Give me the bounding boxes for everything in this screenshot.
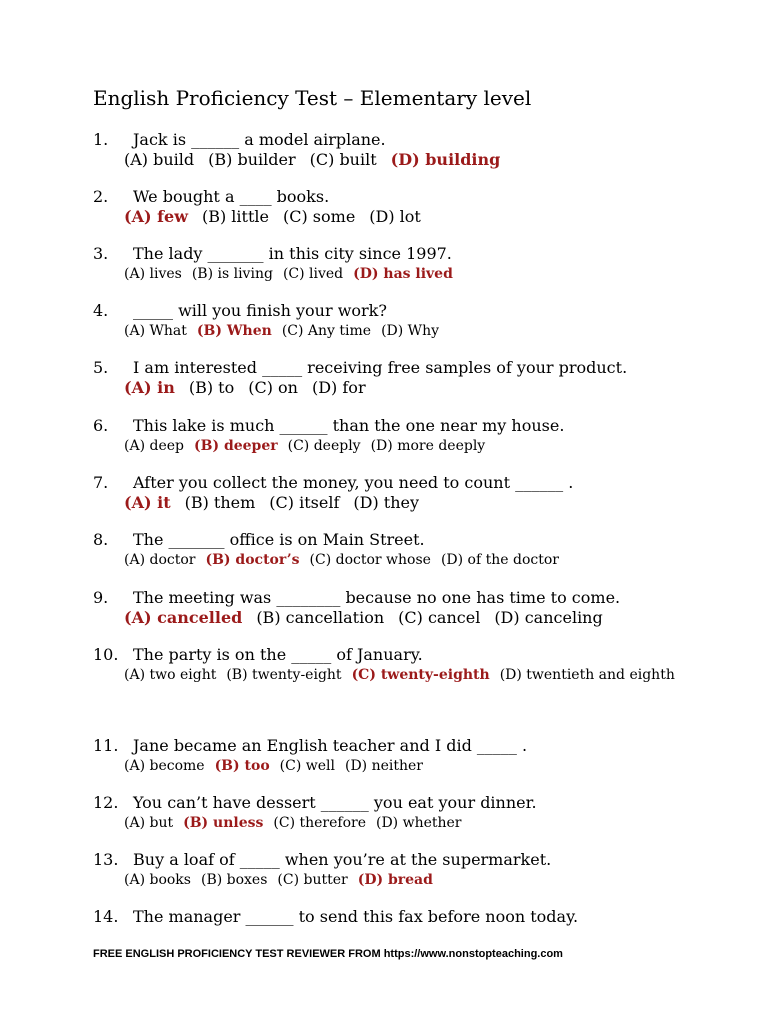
answer-option: (C) doctor whose bbox=[309, 552, 431, 568]
question-line bbox=[93, 358, 753, 378]
answer-option: (C) itself bbox=[269, 493, 340, 512]
answer-option-correct: (B) deeper bbox=[193, 438, 278, 454]
answer-option: (B) little bbox=[201, 207, 269, 226]
answer-option-correct: (A) cancelled bbox=[124, 608, 243, 627]
question-line bbox=[93, 473, 753, 493]
question-text: The meeting was ________ because no one has time to come. bbox=[133, 588, 621, 607]
answer-option: (C) therefore bbox=[273, 815, 366, 831]
question-line bbox=[93, 736, 753, 756]
answer-option: (B) twenty-eight bbox=[226, 667, 342, 683]
question-number: 1. bbox=[93, 130, 109, 149]
answer-option: (D) for bbox=[311, 378, 366, 397]
answer-option: (B) them bbox=[184, 493, 256, 512]
answer-option: (C) well bbox=[279, 758, 335, 774]
answer-options bbox=[124, 756, 753, 776]
question-number: 7. bbox=[93, 473, 109, 492]
question-line bbox=[93, 645, 753, 665]
answer-options bbox=[124, 608, 753, 628]
question-number: 2. bbox=[93, 187, 109, 206]
question-line bbox=[93, 244, 753, 264]
question-5 bbox=[93, 358, 753, 398]
answer-option: (A) What bbox=[124, 323, 187, 339]
answer-options bbox=[124, 436, 753, 456]
question-text: After you collect the money, you need to count ______ . bbox=[133, 473, 574, 492]
question-line bbox=[93, 301, 753, 321]
question-text: The _______ office is on Main Street. bbox=[133, 530, 425, 549]
answer-option-correct: (B) too bbox=[214, 758, 270, 774]
answer-option: (D) canceling bbox=[494, 608, 603, 627]
question-number: 4. bbox=[93, 301, 109, 320]
question-number: 10. bbox=[93, 645, 119, 664]
question-number: 9. bbox=[93, 588, 109, 607]
answer-options bbox=[124, 378, 753, 398]
question-text: The manager ______ to send this fax before noon today. bbox=[133, 907, 579, 926]
question-11 bbox=[93, 736, 753, 776]
answer-option: (C) cancel bbox=[398, 608, 481, 627]
answer-option-correct: (B) When bbox=[196, 323, 272, 339]
question-text: You can’t have dessert ______ you eat your dinner. bbox=[133, 793, 537, 812]
answer-option: (C) some bbox=[282, 207, 356, 226]
answer-option: (B) boxes bbox=[200, 872, 268, 888]
question-text: Buy a loaf of _____ when you’re at the supermarket. bbox=[133, 850, 552, 869]
answer-option: (D) neither bbox=[344, 758, 423, 774]
question-line bbox=[93, 850, 753, 870]
answer-option-correct: (A) few bbox=[124, 207, 188, 226]
question-12 bbox=[93, 793, 753, 833]
answer-option: (D) of the doctor bbox=[440, 552, 559, 568]
answer-option: (B) is living bbox=[191, 266, 273, 282]
answer-options bbox=[124, 550, 753, 570]
answer-option: (A) deep bbox=[124, 438, 184, 454]
answer-option: (A) become bbox=[124, 758, 205, 774]
answer-options bbox=[124, 207, 753, 227]
question-8 bbox=[93, 530, 753, 570]
answer-options bbox=[124, 870, 753, 890]
question-text: Jane became an English teacher and I did _____ . bbox=[133, 736, 528, 755]
answer-option: (B) to bbox=[188, 378, 235, 397]
answer-option: (A) build bbox=[124, 150, 195, 169]
question-number: 3. bbox=[93, 244, 109, 263]
answer-option: (D) whether bbox=[376, 815, 462, 831]
answer-option: (D) lot bbox=[369, 207, 421, 226]
question-line bbox=[93, 907, 753, 927]
answer-options bbox=[124, 150, 753, 170]
answer-option-correct: (D) has lived bbox=[353, 266, 453, 282]
question-text: _____ will you finish your work? bbox=[133, 301, 387, 320]
question-text: The lady _______ in this city since 1997. bbox=[133, 244, 452, 263]
question-line bbox=[93, 416, 753, 436]
question-14 bbox=[93, 907, 753, 927]
question-line bbox=[93, 130, 753, 150]
question-10 bbox=[93, 645, 753, 685]
question-text: The party is on the _____ of January. bbox=[133, 645, 423, 664]
question-number: 6. bbox=[93, 416, 109, 435]
answer-option: (C) deeply bbox=[287, 438, 361, 454]
answer-option: (C) built bbox=[309, 150, 377, 169]
question-number: 13. bbox=[93, 850, 119, 869]
question-9 bbox=[93, 588, 753, 628]
answer-option: (C) Any time bbox=[281, 323, 372, 339]
answer-options bbox=[124, 813, 753, 833]
answer-option: (C) lived bbox=[282, 266, 344, 282]
question-2 bbox=[93, 187, 753, 227]
answer-option-correct: (C) twenty-eighth bbox=[351, 667, 490, 683]
question-text: This lake is much ______ than the one near my house. bbox=[133, 416, 565, 435]
answer-option: (A) two eight bbox=[124, 667, 217, 683]
answer-option: (B) cancellation bbox=[256, 608, 385, 627]
question-text: I am interested _____ receiving free samples of your product. bbox=[133, 358, 628, 377]
answer-options bbox=[124, 321, 753, 341]
answer-option: (D) more deeply bbox=[370, 438, 486, 454]
footer-note: FREE ENGLISH PROFICIENCY TEST REVIEWER FROM https://www.nonstopteaching.com bbox=[93, 948, 563, 960]
answer-option-correct: (A) it bbox=[124, 493, 171, 512]
answer-option: (A) but bbox=[124, 815, 174, 831]
question-number: 14. bbox=[93, 907, 119, 926]
answer-option-correct: (B) unless bbox=[183, 815, 264, 831]
question-line bbox=[93, 588, 753, 608]
question-text: We bought a ____ books. bbox=[133, 187, 330, 206]
question-number: 11. bbox=[93, 736, 119, 755]
answer-option: (A) lives bbox=[124, 266, 182, 282]
answer-option-correct: (A) in bbox=[124, 378, 175, 397]
question-1 bbox=[93, 130, 753, 170]
answer-option-correct: (D) bread bbox=[357, 872, 433, 888]
question-13 bbox=[93, 850, 753, 890]
question-line bbox=[93, 187, 753, 207]
answer-option: (B) builder bbox=[208, 150, 296, 169]
question-3 bbox=[93, 244, 753, 284]
answer-option: (D) twentieth and eighth bbox=[499, 667, 675, 683]
question-line bbox=[93, 793, 753, 813]
question-text: Jack is ______ a model airplane. bbox=[133, 130, 386, 149]
question-number: 5. bbox=[93, 358, 109, 377]
answer-options bbox=[124, 493, 753, 513]
question-line bbox=[93, 530, 753, 550]
question-4 bbox=[93, 301, 753, 341]
page-title: English Proficiency Test – Elementary level bbox=[93, 86, 532, 110]
answer-options bbox=[124, 264, 753, 284]
question-6 bbox=[93, 416, 753, 456]
answer-options bbox=[124, 665, 753, 685]
answer-option: (C) on bbox=[248, 378, 298, 397]
answer-option: (A) doctor bbox=[124, 552, 196, 568]
question-number: 8. bbox=[93, 530, 109, 549]
answer-option: (D) Why bbox=[381, 323, 439, 339]
answer-option: (C) butter bbox=[277, 872, 348, 888]
answer-option: (A) books bbox=[124, 872, 191, 888]
question-7 bbox=[93, 473, 753, 513]
question-number: 12. bbox=[93, 793, 119, 812]
answer-option-correct: (B) doctor’s bbox=[205, 552, 300, 568]
answer-option-correct: (D) building bbox=[390, 150, 501, 169]
answer-option: (D) they bbox=[353, 493, 420, 512]
